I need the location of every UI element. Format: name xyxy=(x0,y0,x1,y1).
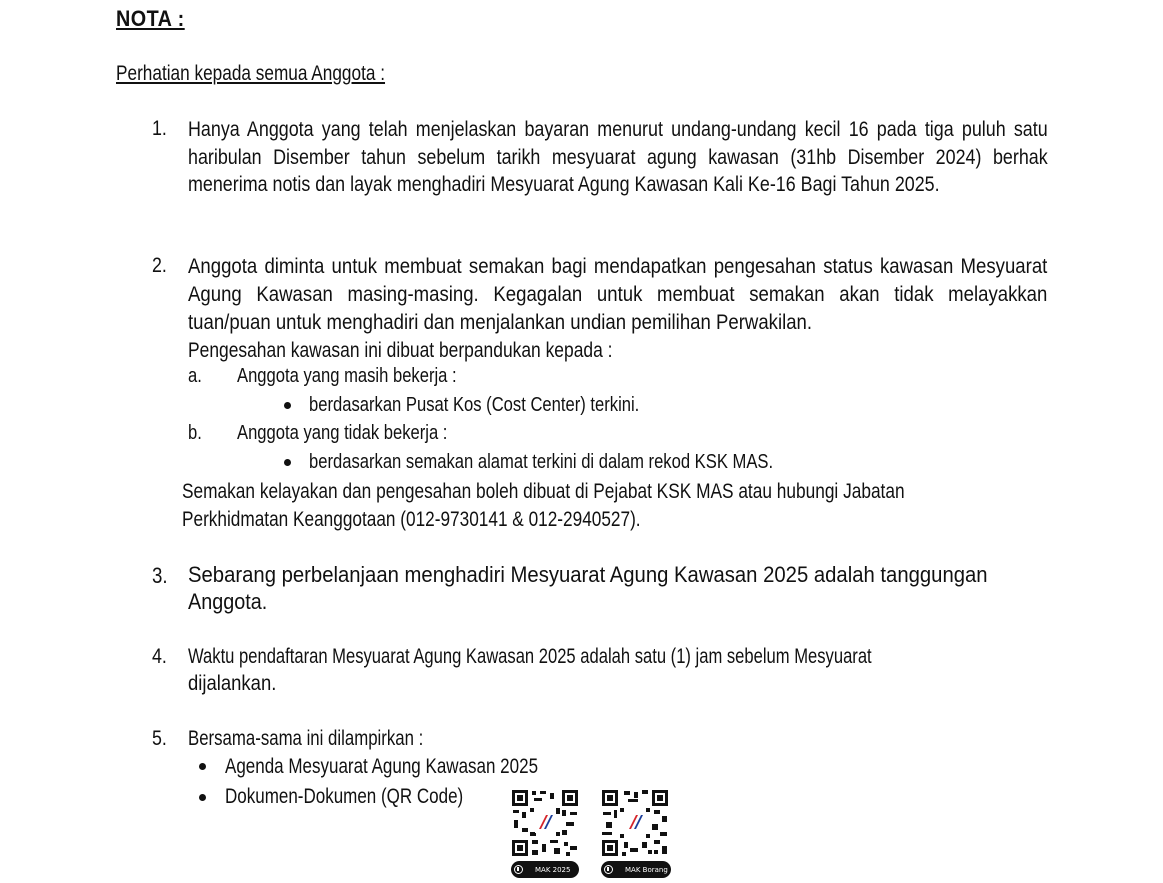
item-2-intro: Pengesahan kawasan ini dibuat berpandukan kepada : xyxy=(188,339,613,362)
qr-caption xyxy=(601,861,671,878)
item-4-text: Waktu pendaftaran Mesyuarat Agung Kawasan 2025 adalah satu (1) jam sebelum Mesyuarat xyxy=(188,645,872,668)
item-5-bullet: Agenda Mesyuarat Agung Kawasan 2025 xyxy=(225,755,539,778)
sub-bullet-text: berdasarkan semakan alamat terkini di dalam rekod KSK MAS. xyxy=(309,451,774,473)
sub-letter: b. xyxy=(188,422,202,444)
qr-caption-text: MAK 2025 xyxy=(535,865,571,874)
bullet-icon xyxy=(284,459,291,466)
item-2-footer-line: Semakan kelayakan dan pengesahan boleh dibuat di Pejabat KSK MAS atau hubungi Jabatan xyxy=(182,480,905,503)
qr-code-icon xyxy=(600,788,670,858)
phone-icon xyxy=(604,865,613,874)
qr-caption-text: MAK Borang xyxy=(625,865,668,874)
item-3-text: Sebarang perbelanjaan menghadiri Mesyuarat Agung Kawasan 2025 adalah tanggungan xyxy=(188,562,988,587)
item-number: 5. xyxy=(152,727,167,750)
sub-label: Anggota yang masih bekerja : xyxy=(237,365,457,387)
qr-code-mak-borang[interactable] xyxy=(600,788,670,874)
bullet-icon xyxy=(199,794,206,801)
item-number: 3. xyxy=(152,563,168,588)
sub-label: Anggota yang tidak bekerja : xyxy=(237,422,448,444)
bullet-icon xyxy=(199,763,206,770)
phone-icon xyxy=(514,865,523,874)
item-4-text: dijalankan. xyxy=(188,672,277,695)
qr-code-mak-2025[interactable] xyxy=(510,788,580,874)
item-2-text: Anggota diminta untuk membuat semakan bagi mendapatkan pengesahan status kawasan Mesyuarat Agung Kawasan masing-masing. Kegagalan untuk membuat semakan akan tidak melayakkan tuan/puan untuk menghadiri dan menjalankan undian pemilihan Perwakilan. xyxy=(188,255,1048,334)
item-3-text: Anggota. xyxy=(188,589,268,614)
qr-code-icon xyxy=(510,788,580,858)
item-number: 2. xyxy=(152,254,167,277)
item-5-text: Bersama-sama ini dilampirkan : xyxy=(188,727,424,750)
item-2-footer-line: Perkhidmatan Keanggotaan (012-9730141 & 012-2940527). xyxy=(182,508,641,531)
attention-heading: Perhatian kepada semua Anggota : xyxy=(116,62,386,85)
sub-letter: a. xyxy=(188,365,202,387)
item-1-text: Hanya Anggota yang telah menjelaskan bayaran menurut undang-undang kecil 16 pada tiga puluh satu haribulan Disember tahun sebelum tarikh mesyuarat agung kawasan (31hb Disember 2024) berhak menerima notis dan layak menghadiri Mesyuarat Agung Kawasan Kali Ke-16 Bagi Tahun 2025. xyxy=(188,118,1048,196)
item-number: 1. xyxy=(152,117,167,140)
item-5-bullet: Dokumen-Dokumen (QR Code) xyxy=(225,785,464,808)
item-number: 4. xyxy=(152,645,167,668)
qr-caption xyxy=(511,861,579,878)
bullet-icon xyxy=(284,402,291,409)
sub-bullet-text: berdasarkan Pusat Kos (Cost Center) terkini. xyxy=(309,394,640,416)
page-title: NOTA : xyxy=(116,6,185,31)
